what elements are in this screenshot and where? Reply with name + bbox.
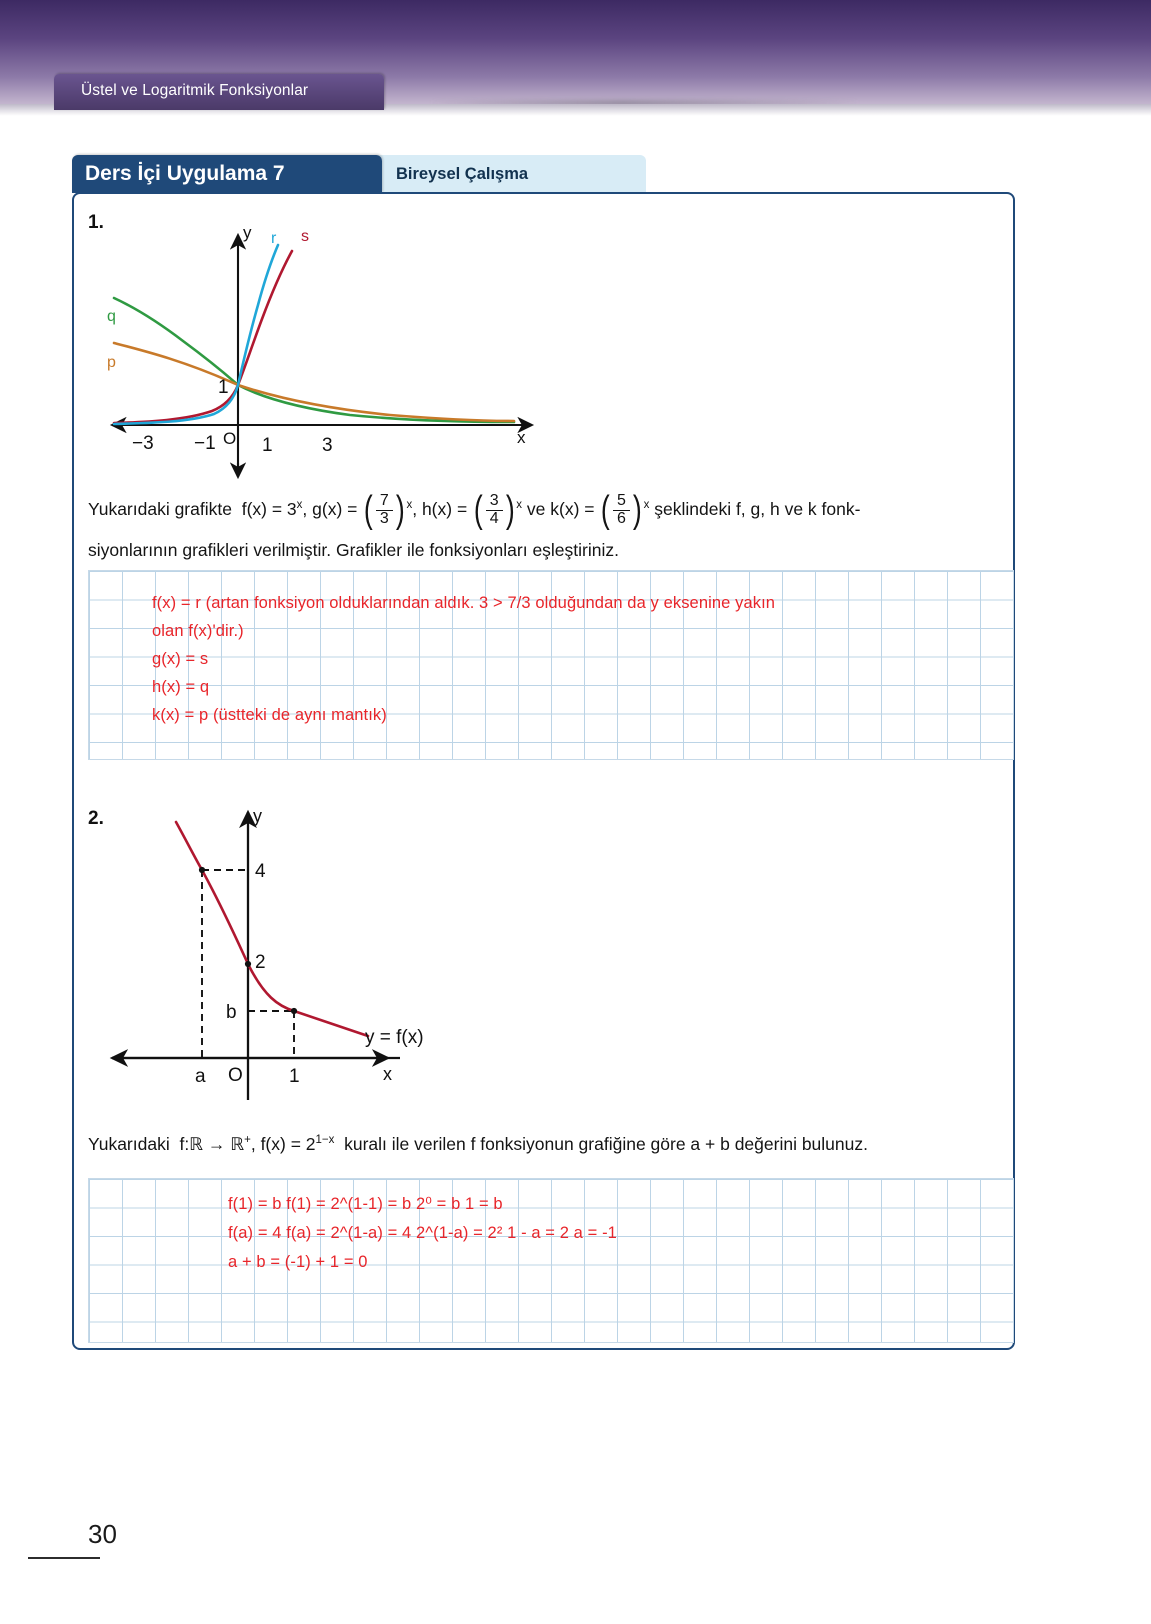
fraction-h-numerator: 3 [489, 492, 499, 510]
xtick-a: a [195, 1066, 206, 1087]
right-paren-k: ) [632, 488, 642, 531]
question-2-answer-line-3: a + b = (-1) + 1 = 0 [228, 1253, 368, 1271]
q1-g-exponent: x [406, 499, 413, 512]
question-2-answer-grid[interactable] [88, 1178, 1014, 1343]
xtick-minus-3: −3 [132, 433, 154, 454]
curve-label-r: r [271, 230, 277, 247]
activity-mode-label: Bireysel Çalışma [396, 165, 529, 183]
origin-label: O [228, 1065, 243, 1086]
question-2-number: 2. [88, 808, 104, 829]
right-paren-h: ) [505, 488, 515, 531]
question-1-answer-line-5: k(x) = p (üstteki de aynı mantık) [152, 706, 387, 724]
fraction-h-denominator: 4 [486, 510, 503, 528]
q2-prompt-tail: kuralı ile verilen f fonksiyonun grafiğine göre a + b değerini bulunuz. [344, 1134, 868, 1154]
q1-hx: h(x) = [421, 499, 468, 519]
point-a-4 [199, 867, 205, 873]
activity-mode-tab [378, 155, 646, 193]
page-number: 30 [88, 1519, 117, 1549]
point-0-2 [245, 961, 251, 967]
xtick-1: 1 [262, 435, 273, 456]
question-1-prompt-line-2: siyonlarının grafikleri verilmiştir. Grafikler ile fonksiyonları eşleştiriniz. [88, 540, 619, 560]
fraction-k-denominator: 6 [613, 510, 630, 528]
xtick-3: 3 [322, 435, 333, 456]
ytick-4: 4 [255, 861, 266, 882]
activity-title-tab [72, 155, 382, 193]
curve-label-q: q [107, 308, 116, 325]
q2-rule: , f(x) = 2 [250, 1134, 316, 1154]
chapter-tab-label: Üstel ve Logaritmik Fonksiyonlar [81, 82, 309, 99]
curve-label-p: p [107, 354, 116, 371]
fraction-k [613, 493, 630, 528]
right-paren-g: ) [395, 488, 405, 531]
q1-conjunction: ve [526, 499, 546, 519]
origin-label: O [223, 429, 237, 448]
q1-gx: g(x) = [312, 499, 358, 519]
curve-label-s: s [301, 228, 309, 245]
axis-label-x: x [383, 1064, 392, 1084]
fraction-k-numerator: 5 [617, 492, 626, 510]
q2-domain-superscript: + [244, 1134, 251, 1147]
question-2-prompt [88, 1127, 868, 1161]
chapter-tab [54, 74, 384, 110]
fraction-g [376, 493, 393, 528]
question-1-chart [90, 215, 550, 480]
fraction-g-numerator: 7 [379, 492, 389, 510]
question-1-answer-line-3: g(x) = s [152, 650, 209, 668]
question-1-number: 1. [88, 212, 104, 233]
activity-title-label: Ders İçi Uygulama 7 [85, 162, 285, 185]
axis-label-x: x [517, 428, 526, 447]
point-1-b [291, 1008, 297, 1014]
ytick-2: 2 [255, 952, 266, 973]
q1-fx: f(x) = 3 [241, 499, 297, 519]
axis-label-y: y [243, 223, 252, 242]
curve-equation-label: y = f(x) [365, 1027, 424, 1048]
question-1-prompt-line-1: Yukarıdaki grafikte $f(x) = 3^x$, g(x) = ( $\frac{7}{3}$ ) $^x$, h(x) = ( $\frac{3}{4}$ ) $^x$ ve k(x) = ( $\frac{5}{6}$ ) $^x$ şeklindeki f, g, h ve k fonk- [88, 488, 861, 531]
fraction-h [486, 493, 503, 528]
left-paren-k: ( [601, 488, 611, 531]
curve-f [176, 822, 368, 1036]
ytick-1: 1 [218, 377, 229, 398]
q2-rule-exponent: 1−x [315, 1134, 335, 1147]
q2-domain: f:ℝ → ℝ [179, 1134, 245, 1154]
q1-fx-exponent: x [296, 499, 303, 512]
left-paren-h: ( [473, 488, 483, 531]
axis-label-y: y [253, 806, 262, 826]
question-1-answer-line-1: f(x) = r (artan fonksiyon olduklarından aldık. 3 > 7/3 olduğundan da y eksenine yakın [152, 594, 776, 612]
question-2-answer-line-1: f(1) = b f(1) = 2^(1-1) = b 2⁰ = b 1 = b [228, 1195, 503, 1213]
left-paren-g: ( [364, 488, 374, 531]
q1-kx: k(x) = [550, 499, 595, 519]
question-2-answer-line-2: f(a) = 4 f(a) = 2^(1-a) = 4 2^(1-a) = 2² 1 - a = 2 a = -1 [228, 1224, 617, 1242]
curve-r [114, 245, 278, 424]
question-1-answer-line-4: h(x) = q [152, 678, 210, 696]
q1-h-exponent: x [516, 499, 523, 512]
q1-prompt-tail: şeklindeki f, g, h ve k fonk- [654, 499, 861, 519]
q1-k-exponent: x [643, 499, 650, 512]
xtick-minus-1: −1 [194, 433, 216, 454]
xtick-1: 1 [289, 1066, 300, 1087]
q2-prompt-prefix: Yukarıdaki [88, 1134, 170, 1154]
ytick-b: b [226, 1002, 237, 1023]
footer-rule [28, 1557, 100, 1559]
question-2-chart [100, 800, 460, 1110]
q1-prompt-prefix: Yukarıdaki grafikte [88, 499, 232, 519]
fraction-g-denominator: 3 [376, 510, 393, 528]
question-1-answer-line-2: olan f(x)'dir.) [152, 622, 244, 640]
